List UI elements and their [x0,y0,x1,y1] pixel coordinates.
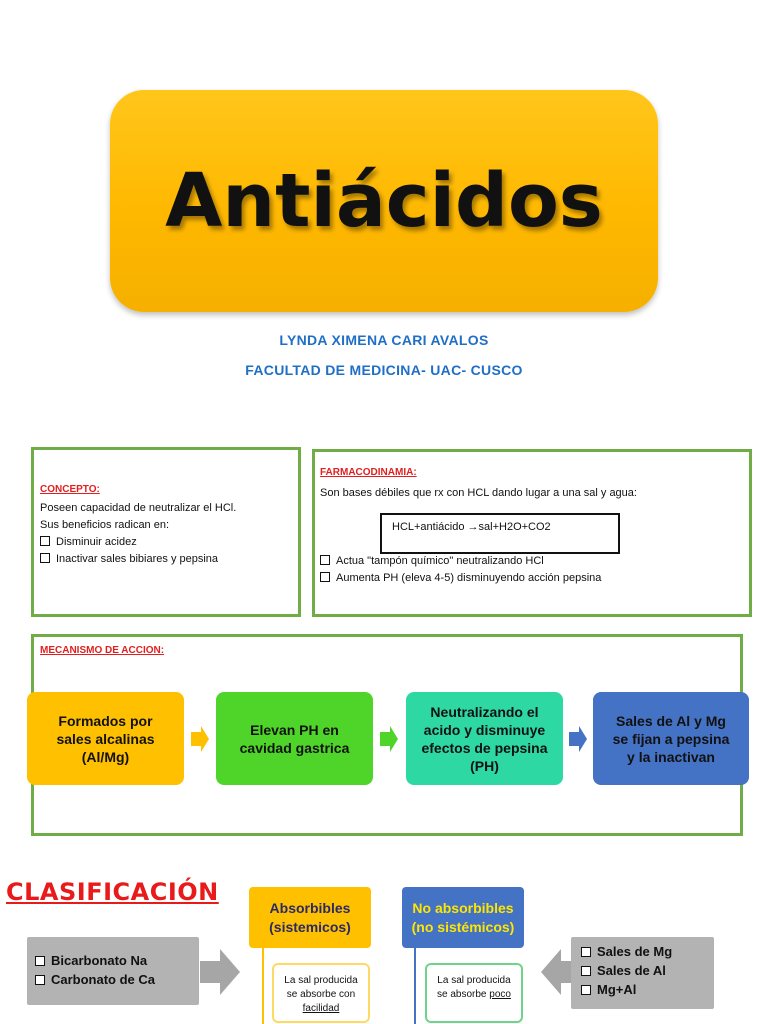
checkbox-icon [35,956,45,966]
farmacodinamia-panel [312,449,752,617]
example-item: Mg+Al [581,980,714,999]
farmacodinamia-item: Aumenta PH (eleva 4-5) disminuyendo acción pepsina [320,570,601,587]
absorbibles-examples [27,937,199,1005]
concepto-panel [31,447,301,617]
author-name: LYNDA XIMENA CARI AVALOS [279,332,489,348]
no-absorbibles-examples [571,937,714,1009]
concepto-item: Inactivar sales bibiares y pepsina [40,551,218,568]
page-title: Antiácidos [165,158,603,244]
checkbox-icon [581,966,591,976]
checkbox-icon [320,572,330,582]
checkbox-icon [581,947,591,957]
flow-step-2: Elevan PH en cavidad gastrica [216,692,373,785]
checkbox-icon [40,536,50,546]
absorbibles-description: La sal producida se absorbe con facilidad [272,963,370,1023]
checkbox-icon [320,555,330,565]
mecanismo-heading: MECANISMO DE ACCION: [40,645,165,656]
clasificacion-heading: CLASIFICACIÓN [6,878,219,906]
absorbibles-box: Absorbibles (sistemicos) [249,887,371,948]
example-item: Carbonato de Ca [35,970,199,989]
faculty-name: FACULTAD DE MEDICINA- UAC- CUSCO [245,362,523,378]
connector-line [262,948,264,1024]
no-absorbibles-description: La sal producida se absorbe poco [425,963,523,1023]
example-item: Bicarbonato Na [35,951,199,970]
title-banner [110,90,658,312]
example-item: Sales de Mg [581,942,714,961]
flow-step-4: Sales de Al y Mg se fijan a pepsina y la inactivan [593,692,749,785]
arrow-right-icon [380,726,398,752]
checkbox-icon [581,985,591,995]
formula-box: HCL+antiácido →sal+H2O+CO2 [380,513,620,554]
concepto-heading: CONCEPTO: [40,484,100,495]
flow-step-3: Neutralizando el acido y disminuye efectos de pepsina (PH) [406,692,563,785]
farmacodinamia-line: Son bases débiles que rx con HCL dando lugar a una sal y agua: [320,487,637,499]
arrow-right-icon [200,949,240,995]
checkbox-icon [35,975,45,985]
concepto-line: Poseen capacidad de neutralizar el HCl. [40,502,237,514]
concepto-item: Disminuir acidez [40,534,137,551]
no-absorbibles-box: No absorbibles (no sistémicos) [402,887,524,948]
arrow-right-icon [569,726,587,752]
farmacodinamia-heading: FARMACODINAMIA: [320,467,417,478]
arrow-right-icon [191,726,209,752]
checkbox-icon [40,553,50,563]
example-item: Sales de Al [581,961,714,980]
concepto-line: Sus beneficios radican en: [40,519,170,531]
flow-step-1: Formados por sales alcalinas (Al/Mg) [27,692,184,785]
farmacodinamia-item: Actua "tampón químico" neutralizando HCl [320,553,544,570]
connector-line [414,948,416,1024]
